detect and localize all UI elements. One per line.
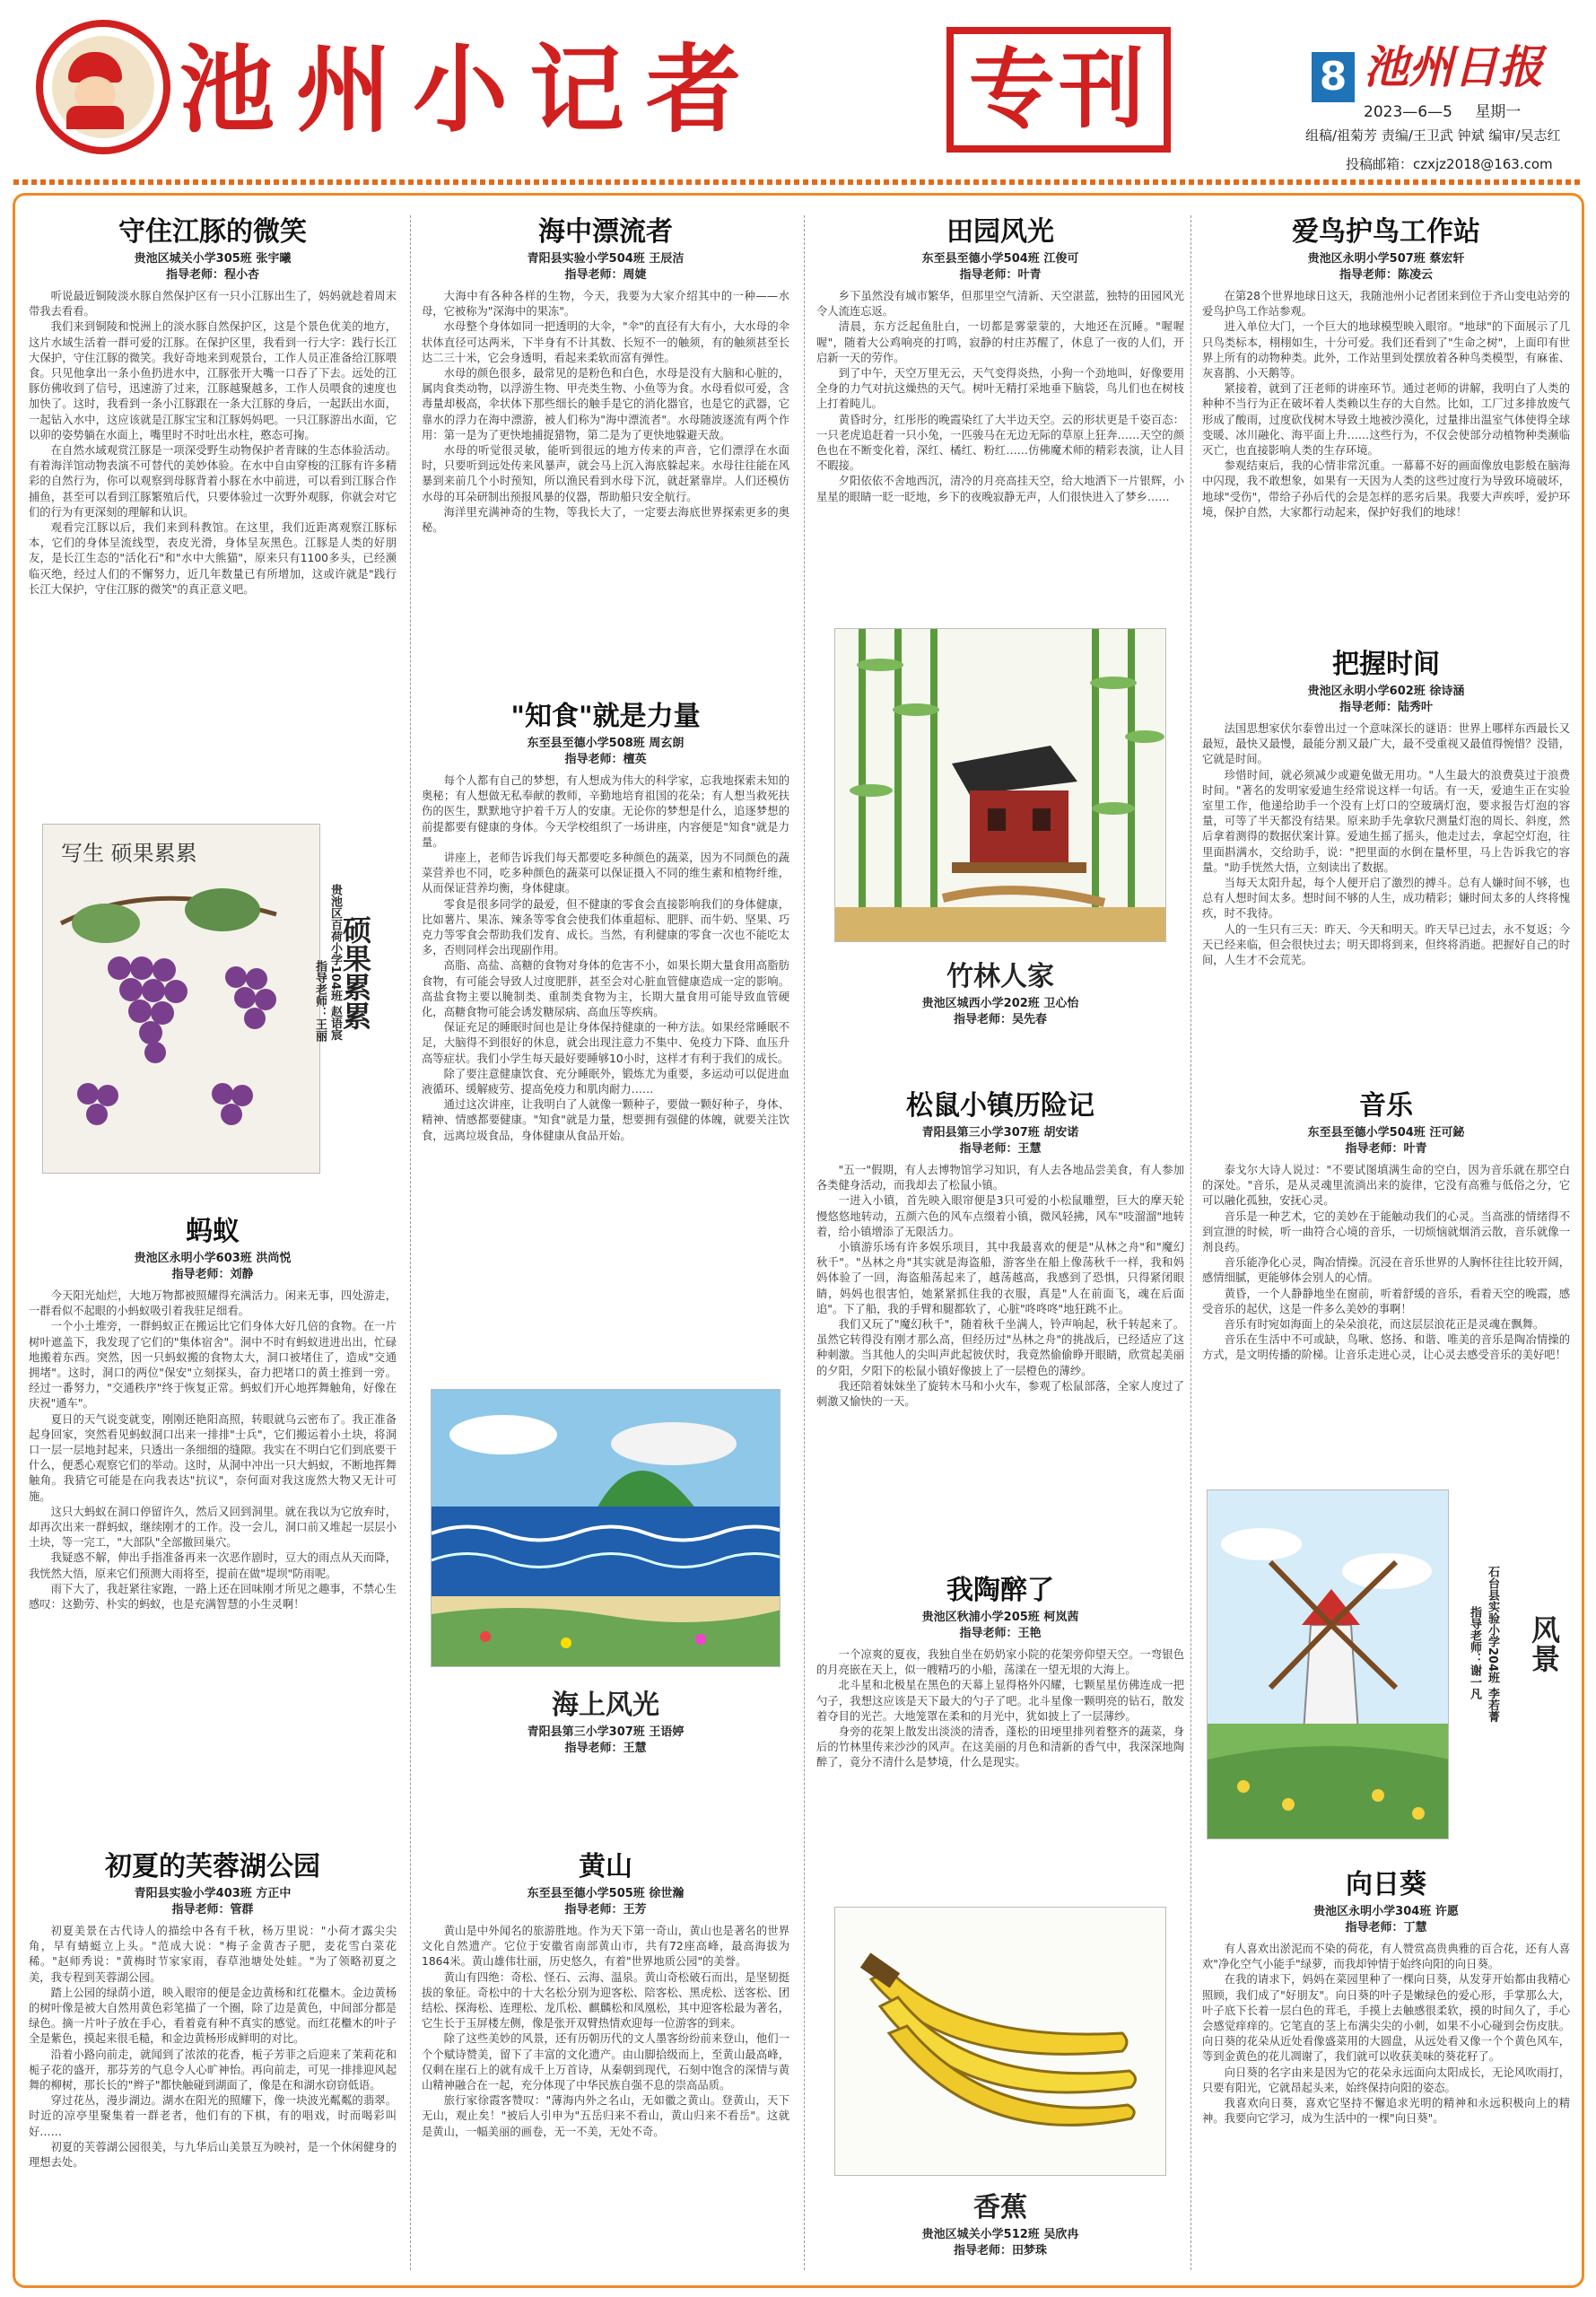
masthead: [0, 0, 1596, 184]
article-teacher: 指导老师：王艳: [959, 1627, 1042, 1640]
paragraph: 北斗星和北极星在黑色的天幕上显得格外闪耀，七颗星星仿佛连成一把勺子，我想这应该是天下最大的勺子了吧。北斗星像一颗明亮的钻石，散发着夺目的光芒。大地笼罩在柔和的月光中，犹如披上了一层薄纱。: [816, 1679, 1184, 1723]
article-body: [422, 289, 789, 536]
article: [422, 214, 789, 536]
paragraph: 清晨，东方泛起鱼肚白，一切都是雾蒙蒙的，大地还在沉睡。"喔喔喔"，随着大公鸡响亮的打鸣，寂静的村庄苏醒了，休息了一夜的人们，开启新一天的劳作。: [816, 320, 1184, 364]
paragraph: 我喜欢向日葵，喜欢它坚持不懈追求光明的精神和永远积极向上的精神。我要向它学习，成为生活中的一棵"向日葵"。: [1202, 2097, 1570, 2126]
painting-bamboo-house: [834, 628, 1166, 942]
paragraph: 雨下大了，我赶紧往家跑，一路上还在回味刚才所见之趣事，不禁心生感叹：这勤劳、朴实的蚂蚁，也是充满智慧的小生灵啊！: [29, 1582, 397, 1611]
article-title: 初夏的芙蓉湖公园: [105, 1851, 320, 1882]
painting-bananas: [834, 1907, 1166, 2176]
paragraph: 在自然水域观赏江豚是一项深受野生动物保护者青睐的生态体验活动。有着海洋馆动物表演不可替代的美妙体验。在水中自由穿梭的江豚有许多精彩的自然行为，你可以观察到母豚背着小豚在水中前进，可以看到江豚合作捕鱼，甚至可以看到江豚繁殖后代，只要体验过一次野外观豚，你就会对它们的行为有更深刻的理解和认识。: [29, 444, 397, 519]
article-title: 蚂蚁: [186, 1216, 240, 1247]
article: [816, 1087, 1184, 1410]
article-byline: 东至县至德小学508班 周玄朗: [527, 737, 685, 750]
paragraph: 讲座上，老师告诉我们每天都要吃多种颜色的蔬菜，因为不同颜色的蔬菜营养也不同，吃多种颜色的蔬菜可以保证摄入不同的维生素和植物纤维，从而保证营养均衡，身体健康。: [422, 852, 789, 895]
painting-author: 贵池区百荷小学104班 赵语宸: [328, 884, 342, 1041]
article-teacher: 指导老师：陈凌云: [1339, 268, 1433, 282]
paragraph: 海洋里充满神奇的生物，等我长大了，一定要去海底世界探索更多的奥秘。: [422, 505, 789, 535]
paragraph: 音乐能净化心灵，陶冶情操。沉浸在音乐世界的人胸怀往往比较开阔，感情细腻，更能够体会别人的心情。: [1202, 1256, 1570, 1285]
paragraph: 今天阳光灿烂，大地万物都被照耀得充满活力。闲来无事，四处游走，一群看似不起眼的小蚂蚁吸引着我驻足细看。: [29, 1289, 397, 1318]
paragraph: 音乐有时宛如海面上的朵朵浪花，而这层层浪花正是灵魂在飘舞。: [1224, 1318, 1545, 1332]
article: [29, 214, 397, 598]
article-byline: 贵池区永明小学602班 徐诗涵: [1307, 685, 1465, 698]
paragraph: 大海中有各种各样的生物，今天，我要为大家介绍其中的一种——水母，它被称为"深海中的果冻"。: [422, 290, 789, 319]
painting-author: 贵池区城关小学512班 吴欣冉: [921, 2228, 1079, 2241]
painting-grapes: [42, 824, 320, 1174]
article-byline: 青阳县第三小学307班 胡安诺: [921, 1126, 1079, 1140]
paragraph: 紧接着，就到了汪老师的讲座环节。通过老师的讲解，我明白了人类的种种不当行为正在破坏着人类赖以生存的大自然。比如，工厂过多排放废气形成了酸雨，过度砍伐树木导致土地被沙漠化，过量排出温室气体使得全球变暖、冰川融化、海平面上升……这些行为，不仅会使部分动植物种类濒临灭亡，也直接影响人类的生存环境。: [1202, 382, 1570, 458]
paragraph: 踏上公园的绿荫小道，映入眼帘的便是金边黄杨和红花檵木。金边黄杨的树叶像是被大自然用黄色彩笔描了一个圈，除了边是黄色，中间部分都是绿色。摘一片叶子放在手心，看着竟有种不真实的感觉。而红花檵木的叶子全是紫色，摸起来很毛糙，和金边黄杨形成鲜明的对比。: [29, 1986, 397, 2046]
article: [816, 1572, 1184, 1771]
article-body: [1202, 1163, 1570, 1364]
article-title: 向日葵: [1346, 1869, 1426, 1900]
article-title: 把握时间: [1332, 649, 1440, 680]
article-title: 海中漂流者: [538, 216, 673, 248]
article-title: 松鼠小镇历险记: [906, 1090, 1095, 1122]
paragraph: 零食是很多同学的最爱，但不健康的零食会直接影响我们的身体健康，比如薯片、果冻、辣条等零食会使我们体重超标、肥胖、而牛奶、坚果、巧克力等零食会帮助我们发育、成长。当然，有利健康的零食一次也不能吃太多，否则同样会出现副作用。: [422, 897, 789, 957]
article-body: [422, 1924, 789, 2140]
article-body: [816, 1647, 1184, 1771]
article-title: 田园风光: [946, 216, 1054, 248]
paragraph: 夏日的天气说变就变，刚刚还艳阳高照，转眼就乌云密布了。我正准备起身回家，突然看见蚂蚁洞口出来一排排"士兵"，它们搬运着小土块，将洞口一层一层地封起来，只透出一条细细的缝隙。我实在不明白它们到底要干什么，便悉心观察它们的举动。这时，从洞中冲出一只大蚂蚁，不断地挥舞触角。我猜它可能是在向我表达"抗议"，奈何面对我这庞然大物又无计可施。: [29, 1412, 397, 1503]
article: [1202, 1866, 1570, 2127]
paragraph: 一进入小镇，首先映入眼帘便是3只可爱的小松鼠雕塑，巨大的摩天轮慢悠悠地转动，五颜六色的风车点缀着小镇，微风轻拂，风车"吱溜溜"地转着，给小镇增添了无限活力。: [816, 1194, 1184, 1238]
paragraph: 到了中午，天空万里无云，天气变得炎热，小狗一个劲地叫，好像要用全身的力气对抗这燥热的天气。树叶无精打采地垂下脑袋，鸟儿们也在树枝上打着盹儿。: [816, 367, 1184, 411]
painting-title: 竹林人家: [946, 961, 1054, 992]
article-teacher: 指导老师：叶青: [1345, 1142, 1427, 1156]
article-teacher: 指导老师：刘静: [171, 1268, 254, 1281]
article-title: "知食"就是力量: [510, 701, 701, 732]
mascot-logo: [36, 20, 170, 154]
article-byline: 贵池区永明小学304班 许愿: [1313, 1905, 1459, 1918]
article-teacher: 指导老师：周婕: [564, 268, 647, 282]
paragraph: 小镇游乐场有许多娱乐项目，其中我最喜欢的便是"从林之舟"和"魔幻秋千"。"丛林之舟"其实就是海盗船，游客坐在船上像荡秋千一样，我和妈妈体验了一回，海盗船荡起来了，越荡越高，我感到了恐惧，只得紧闭眼睛，妈妈也很害怕，她紧紧抓住我的衣服，真是"人在前面飞，魂在后面追"。下了船，我的手臂和腿都软了，心脏"咚咚咚"地狂跳不止。: [816, 1241, 1184, 1315]
paragraph: "五一"假期，有人去博物馆学习知识，有人去各地品尝美食，有人参加各类健身活动，而我却去了松鼠小镇。: [816, 1164, 1184, 1192]
article: [1202, 214, 1570, 520]
issue-date: 2023—6—5: [1364, 103, 1452, 121]
painting-author: 贵池区城西小学202班 卫心怡: [921, 997, 1079, 1010]
article-byline: 青阳县实验小学504班 王辰洁: [527, 252, 685, 266]
article-body: [29, 289, 397, 598]
paragraph: 乡下虽然没有城市繁华，但那里空气清新、天空湛蓝，独特的田园风光令人流连忘返。: [816, 290, 1184, 319]
article-body: [1202, 721, 1570, 968]
paragraph: 高脂、高盐、高糖的食物对身体的危害不小，如果长期大量食用高脂肪食物，有可能会导致人过度肥胖，甚至会对心脏血管健康造成一定的影响。高盐食物主要以腌制类、重制类食物为主，长期大量食用可能导致血管硬化，高糖食物可能会诱发糖尿病、高血压等疾病。: [422, 959, 789, 1019]
article-teacher: 指导老师：陆秀叶: [1339, 701, 1433, 714]
column-divider: [410, 215, 411, 2270]
article-teacher: 指导老师：王慧: [959, 1142, 1042, 1156]
column-divider: [804, 215, 805, 2270]
editor-credits: 组稿/祖菊芳 责编/王卫武 钟斌 编审/吴志红: [1305, 127, 1561, 144]
article-title: 我陶醉了: [946, 1575, 1054, 1606]
article-byline: 东至县至德小学504班 江俊可: [921, 252, 1079, 266]
paragraph: 人的一生只有三天：昨天、今天和明天。昨天早已过去，永不复返；今天已经来临，但会很快过去；明天即将到来，但终将消逝。把握好自己的时间，人生才不会荒芜。: [1202, 922, 1570, 967]
painting-author: 石台县实验小学204班 李若菁: [1486, 1566, 1499, 1723]
paragraph: 参观结束后，我的心情非常沉重。一幕幕不好的画面像放电影般在脑海中闪现，我不敢想象，如果有一天因为人类的这些过度行为导致环境破坏，地球"受伤"，带给子孙后代的会是怎样的恶劣后果。我要大声疾呼，爱护环境，保护自然，大家都行动起来，保护好我们的地球！: [1202, 459, 1570, 519]
painting-caption: [422, 1687, 789, 1762]
paragraph: 黄昏时分，红彤彤的晚霞染红了大半边天空。云的形状更是千姿百态：一只老虎追赶着一只小兔，一匹骏马在无边无际的草原上狂奔……天空的颜色也在不断变化着，深红、橘红、粉红……仿佛魔术师的精彩表演，让人目不暇接。: [816, 413, 1184, 473]
paragraph: 沿着小路向前走，就闻到了浓浓的花香，栀子芳菲之后迎来了茉莉花和栀子花的盛开，那芬芳的气息令人心旷神怡。再向前走，可见一排排迎风起舞的柳树，那长长的"辫子"都快触碰到湖面了，像是在和湖水窃窃低语。: [29, 2048, 397, 2092]
paragraph: 听说最近铜陵淡水豚自然保护区有一只小江豚出生了，妈妈就趁着周末带我去看看。: [29, 290, 397, 319]
paragraph: 穿过花丛，漫步湖边。湖水在阳光的照耀下，像一块波光粼粼的翡翠。时近的凉亭里聚集着一群老者，他们有的下棋，有的唱戏，时而喝彩叫好……: [29, 2094, 397, 2138]
article-body: [816, 1163, 1184, 1410]
paragraph: 在我的请求下，妈妈在菜园里种了一棵向日葵，从发芽开始都由我精心照顾，我们成了"好朋友"。向日葵的叶子是嫩绿色的爱心形，手掌那么大，叶子底下长着一层白色的茸毛，手摸上去触感很柔软，摸的时间久了，手心会感觉痒痒的。它笔直的茎上布满尖尖的小刺，如果不小心碰到会伤皮肤。向日葵的花朵从近处看像盛菜用的大圆盘，从远处看又像一个个黄色风车，等到金黄色的花儿凋谢了，我们就可以收获美味的葵花籽了。: [1202, 1973, 1570, 2064]
article-teacher: 指导老师：程小杏: [165, 268, 259, 282]
paragraph: 当每天太阳升起，每个人便开启了激烈的搏斗。总有人嫌时间不够，也总有人想时间太多。想时间不够的人生，成功精彩；嫌时间太多的人终将愧疚，时不我待。: [1202, 877, 1570, 921]
painting-caption: [816, 2189, 1184, 2265]
newspaper-logo: 池州日报: [1364, 40, 1543, 93]
painting-title: 风景: [1527, 1615, 1561, 1673]
article: [422, 698, 789, 1144]
paragraph: 音乐在生活中不可或缺，鸟啾、悠扬、和谐、唯美的音乐是陶冶情操的方式，是文明传播的阶梯。让音乐走进心灵，让心灵去感受音乐的美好吧！: [1202, 1333, 1570, 1362]
article: [29, 1848, 397, 2170]
paragraph: 通过这次讲座，让我明白了人就像一颗种子，要做一颗好种子，身体、精神、情感都要健康。"知食"就是力量，想要拥有强健的体魄，就要关注饮食，远离垃圾食品，身体健康从食品开始。: [422, 1098, 789, 1142]
paragraph: 我们来到铜陵和悦洲上的淡水豚自然保护区，这是个景色优美的地方，这片水域生活着一群可爱的江豚。在保护区里，我看到一行大字：践行长江大保护，守住江豚的微笑。我好奇地来到观景台，工作人员正准备给江豚喂食。只见他拿出一条小鱼扔进水中，江豚张开大嘴一口吞了下去。远处的江豚仿佛收到了信号，迅速游了过来，江豚越聚越多，工作人员喂食的速度也加快了。这时，我看到一条小江豚跟在一条大江豚的身后，一起跃出水面，一起钻入水中，这应该就是江豚宝宝和江豚妈妈吧。一只江豚游出水面，它以卯的姿势躺在水面上，嘴里时不时吐出水柱，憨态可掬。: [29, 320, 397, 441]
article-body: [29, 1288, 397, 1612]
article-body: [1202, 289, 1570, 520]
paragraph: 初夏美景在古代诗人的描绘中各有千秋，杨万里说："小荷才露尖尖角，早有蜻蜓立上头。"范成大说："梅子金黄杏子肥，麦花雪白菜花稀。"赵师秀说："黄梅时节家家雨，春草池塘处处蛙。"为了领略初夏之美，我专程到芙蓉湖公园。: [29, 1925, 397, 1984]
painting-author: 青阳县第三小学307班 王语婷: [527, 1725, 685, 1739]
paragraph: 除了要注意健康饮食、充分睡眠外，锻炼尤为重要，多运动可以促进血液循环、缓解疲劳、提高免疫力和肌肉耐力……: [422, 1067, 789, 1096]
article-teacher: 指导老师：王芳: [564, 1903, 647, 1917]
article-teacher: 指导老师：管群: [171, 1903, 254, 1917]
issue-weekday: 星期一: [1475, 103, 1522, 121]
section-title: 池州小记者: [179, 33, 763, 145]
paragraph: 在第28个世界地球日这天，我随池州小记者团来到位于齐山变电站旁的爱鸟护鸟工作站参观。: [1202, 290, 1570, 319]
date-line: [1364, 99, 1539, 121]
paragraph: 法国思想家伏尔泰曾出过一个意味深长的谜语：世界上哪样东西最长又最短，最快又最慢，最能分割又最广大，最不受重视又最值得惋惜？没错，它就是时间。: [1202, 722, 1570, 766]
paragraph: 我们又玩了"魔幻秋千"，随着秋千坐满人，铃声响起，秋千转起来了。虽然它转得没有刚才那么高，但经历过"丛林之舟"的挑战后，已经适应了这种刺激。当其他人的尖叫声此起彼伏时，我竟然偷偷睁开眼睛，欣赏起美丽的夕阳，夕阳下的松鼠小镇好像披上了一层橙色的薄纱。: [816, 1318, 1184, 1377]
painting-teacher: 指导老师：吴先春: [953, 1013, 1047, 1026]
painting-teacher: 指导老师：王丽: [313, 960, 327, 1042]
paragraph: 黄山有四绝：奇松、怪石、云海、温泉。黄山奇松破石而出，是坚韧挺拔的象征。奇松中的十大名松分别为迎客松、陪客松、黑虎松、送客松、团结松、探海松、连理松、龙爪松、麒麟松和凤凰松，其中迎客松最为著名，它生长于玉屏楼左侧，像是张开双臂热情欢迎每一位游客的到来。: [422, 1970, 789, 2031]
paragraph: 我疑惑不解，伸出手指准备再来一次恶作剧时，豆大的雨点从天而降，我恍然大悟，原来它们预测大雨将至，提前在做"堤坝"防雨呢。: [29, 1551, 397, 1580]
paragraph: 一个小土堆旁，一群蚂蚁正在搬运比它们身体大好几倍的食物。在一片树叶遮盖下，我发现了它们的"集体宿舍"。洞中不时有蚂蚁进进出出，忙碌地搬着东西。突然，因一只蚂蚁搬的食物太大，洞口被堵住了，造成"交通拥堵"。这时，洞口的两位"保安"立刻探头，奋力把堵口的黄土推到一旁。经过一番努力，"交通秩序"终于恢复正常。蚂蚁们开心地挥舞触角，好像在庆祝"通车"。: [29, 1320, 397, 1411]
article-byline: 青阳县实验小学403班 方正中: [134, 1887, 292, 1900]
painting-caption: [816, 958, 1184, 1034]
paragraph: 黄山是中外闻名的旅游胜地。作为天下第一奇山，黄山也是著名的世界文化自然遗产。它位于安徽省南部黄山市，共有72座高峰，最高海拔为1864米。黄山雄伟壮丽，历史悠久，有着"世界地质公园"的美誉。: [422, 1925, 789, 1969]
paragraph: 我还陪着妹妹坐了旋转木马和小火车，参观了松鼠部落，全家人度过了刺激又愉快的一天。: [816, 1379, 1184, 1409]
paragraph: 向日葵的名字由来是因为它的花朵永远面向太阳成长，无论风吹雨打，只要有阳光，它就昂起头来，始终保持向阳的姿态。: [1202, 2066, 1570, 2094]
paragraph: 观看完江豚以后，我们来到科教馆。在这里，我们近距离观察江豚标本，它们的身体呈流线型，表皮光滑，身体呈灰黑色。江豚是人类的好朋友，是长江生态的"活化石"和"水中大熊猫"，原来只有1100多头，已经濒临灭绝，经过人们的不懈努力，近几年数量已有所增加，这或许就是"践行长江大保护，守住江豚的微笑"的真正意义吧。: [29, 521, 397, 596]
article: [29, 1213, 397, 1612]
special-edition-label: 专刊: [969, 39, 1148, 140]
paragraph: 水母整个身体如同一把透明的大伞，"伞"的直径有大有小，大水母的伞状体直径可达两米，下半身有不计其数、长短不一的触须，有的触须甚至长达二三十米，它会身透明，看起来柔软而富有弹性。: [422, 320, 789, 364]
article-byline: 贵池区永明小学603班 洪尚悦: [134, 1252, 292, 1265]
article: [1202, 1087, 1570, 1364]
article-byline: 贵池区秋浦小学205班 柯岚茜: [921, 1611, 1079, 1624]
column-divider: [1190, 215, 1191, 2270]
painting-teacher: 指导老师：王慧: [564, 1742, 647, 1755]
article-byline: 贵池区永明小学507班 蔡宏轩: [1307, 252, 1465, 266]
painting-title: 香蕉: [973, 2192, 1027, 2223]
paragraph: 这只大蚂蚁在洞口停留许久，然后又回到洞里。就在我以为它放弃时，却再次出来一群蚂蚁，继续刚才的工作。没一会儿，洞口前又堆起一层层小土块，等一完工，"大部队"全部撤回巢穴。: [29, 1505, 397, 1550]
page-number: 8: [1312, 52, 1355, 102]
paragraph: 泰戈尔大诗人说过："不要试图填满生命的空白，因为音乐就在那空白的深处。"音乐，是从灵魂里流淌出来的旋律，它没有高雅与低俗之分，它可以融化孤独，安抚心灵。: [1202, 1164, 1570, 1208]
article: [816, 214, 1184, 505]
article-title: 爱鸟护鸟工作站: [1292, 216, 1480, 248]
painting-title: 硕果累累: [338, 915, 372, 1030]
paragraph: 黄昏，一个人静静地坐在窗前，听着舒缓的音乐，看着天空的晚霞，感受音乐的起伏，这是一件多么美妙的事啊！: [1202, 1287, 1570, 1315]
article-byline: 东至县至德小学504班 汪可鉍: [1307, 1126, 1465, 1140]
painting-inscription: 写生 硕果累累: [61, 841, 197, 866]
article-body: [29, 1924, 397, 2170]
special-edition-box: [946, 27, 1171, 153]
painting-windmill: [1207, 1489, 1449, 1839]
article-byline: 贵池区城关小学305班 张宇曦: [134, 252, 292, 266]
article-teacher: 指导老师：丁慧: [1345, 1921, 1427, 1935]
painting-teacher: 指导老师：田梦珠: [953, 2244, 1047, 2258]
paragraph: 夕阳依依不舍地西沉，清冷的月亮高挂天空，给大地洒下一片银辉，小星星的眼睛一眨一眨地，乡下的夜晚寂静无声，人们很快进入了梦乡……: [816, 475, 1184, 503]
paragraph: 初夏的芙蓉湖公园很美，与九华后山美景互为映衬，是一个休闲健身的理想去处。: [29, 2140, 397, 2170]
paragraph: 身旁的花架上散发出淡淡的清香，蓬松的田埂里排列着整齐的蔬菜，身后的竹林里传来沙沙的风声。在这美丽的月色和清新的香气中，我深深地陶醉了，竟分不清什么是梦境，什么是现实。: [816, 1725, 1184, 1769]
painting-title: 海上风光: [552, 1690, 659, 1721]
article-byline: 东至县至德小学505班 徐世瀚: [527, 1887, 685, 1900]
paragraph: 珍惜时间，就必须减少或避免做无用功。"人生最大的浪费莫过于浪费时间。"著名的发明家爱迪生经常说这样一句话。有一天，爱迪生正在实验室里工作，他递给助手一个没有上灯口的空玻璃灯泡，要求报告灯泡的容量，可等了半天都没有结果。原来助手先拿软尺测量灯泡的周长、斜度，然后拿着测得的数据伏案计算。爱迪生摇了摇头，他走过去，拿起空灯泡，往里面斟满水，交给助手，说："把里面的水倒在量杯里，马上告诉我它的容量。"助手恍然大悟，立刻读出了数据。: [1202, 768, 1570, 874]
article: [422, 1848, 789, 2140]
article-title: 守住江豚的微笑: [118, 216, 307, 248]
article-body: [422, 773, 789, 1144]
header-divider: [13, 179, 1583, 185]
article-teacher: 指导老师：檀英: [564, 753, 647, 766]
paragraph: 除了这些美妙的风景，还有历朝历代的文人墨客纷纷前来登山，他们一个个赋诗赞美，留下了丰富的文化遗产。由山脚拾级而上，至黄山最高峰，仅剩在崖石上的就有成千上万首诗，从秦朝到现代，石刻中饱含的深情与黄山精神融合在一起，充分体现了中华民族自强不息的崇高品质。: [422, 2032, 789, 2092]
article-title: 音乐: [1359, 1090, 1413, 1122]
paragraph: 音乐是一种艺术，它的美妙在于能触动我们的心灵。当高涨的情绪得不到宣泄的时候，听一曲符合心境的音乐，一切烦恼就烟消云散，音乐就像一剂良药。: [1202, 1210, 1570, 1254]
painting-seascape: [431, 1389, 781, 1667]
paragraph: 进入单位大门，一个巨大的地球模型映入眼帘。"地球"的下面展示了几只鸟类标本，栩栩如生，十分可爱。我们还看到了"生命之树"，上面印有世界上所有的动物种类。此外，工作站里到处摆放着各种鸟类模型，有麻雀、灰喜鹊、小天鹅等。: [1202, 320, 1570, 380]
painting-teacher: 指导老师：谢一凡: [1468, 1606, 1481, 1699]
article-teacher: 指导老师：叶青: [959, 268, 1042, 282]
submission-email: 投稿邮箱：czxjz2018@163.com: [1346, 156, 1553, 172]
paragraph: 水母的听觉很灵敏，能听到很远的地方传来的声音，它们漂浮在水面时，只要听到远处传来风暴声，就会马上沉入海底躲起来。水母往往能在风暴到来前几个小时预知，所以渔民看到水母下沉，就赶紧靠岸。人们还模仿水母的耳朵研制出预报风暴的仪器，帮助船只安全航行。: [422, 444, 789, 503]
article: [1202, 646, 1570, 968]
article-body: [816, 289, 1184, 505]
article-body: [1202, 1942, 1570, 2127]
paragraph: 水母的颜色很多，最常见的是粉色和白色，水母是没有大脑和心脏的，属肉食类动物，以浮游生物、甲壳类生物、小鱼等为食。水母看似可爱，含毒量却极高，伞状体下那些细长的触手是它的消化器官，也是它的武器，它靠水的浮力在海中漂游，被人们称为"海中漂流者"。水母随波逐流有两个作用：第一是为了更快地捕捉猎物，第二是为了更快地躲避天敌。: [422, 367, 789, 441]
paragraph: 旅行家徐霞客赞叹："薄海内外之名山，无如徽之黄山。登黄山，天下无山，观止矣！"被后人引申为"五岳归来不看山，黄山归来不看岳"。这就是黄山，一幅美丽的画卷，无一不美，无处不奇。: [422, 2094, 789, 2138]
paragraph: 每个人都有自己的梦想，有人想成为伟大的科学家，忘我地探索未知的奥秘；有人想做无私奉献的教师，辛勤地培育祖国的花朵；有人想当救死扶伤的医生，默默地守护着千万人的安康。无论你的梦想是什么，追逐梦想的前提都要有健康的身体。今天学校组织了一场讲座，内容便是"知食"就是力量。: [422, 774, 789, 849]
paragraph: 保证充足的睡眠时间也是让身体保持健康的一种方法。如果经常睡眠不足，大脑得不到很好的休息，就会出现注意力不集中、免疫力下降、血压升高等症状。我们小学生每天最好要睡够10小时，这样才有利于我们的成长。: [422, 1021, 789, 1065]
article-title: 黄山: [579, 1851, 632, 1882]
paragraph: 有人喜欢出淤泥而不染的荷花，有人赞赏高贵典雅的百合花，还有人喜欢"净化空气小能手"绿萝，而我却钟情于始终向阳的向日葵。: [1202, 1943, 1570, 1971]
paragraph: 一个凉爽的夏夜，我独自坐在奶奶家小院的花架旁仰望天空。一弯银色的月亮嵌在天上，似一艘精巧的小船，荡漾在一望无垠的大海上。: [816, 1648, 1184, 1677]
